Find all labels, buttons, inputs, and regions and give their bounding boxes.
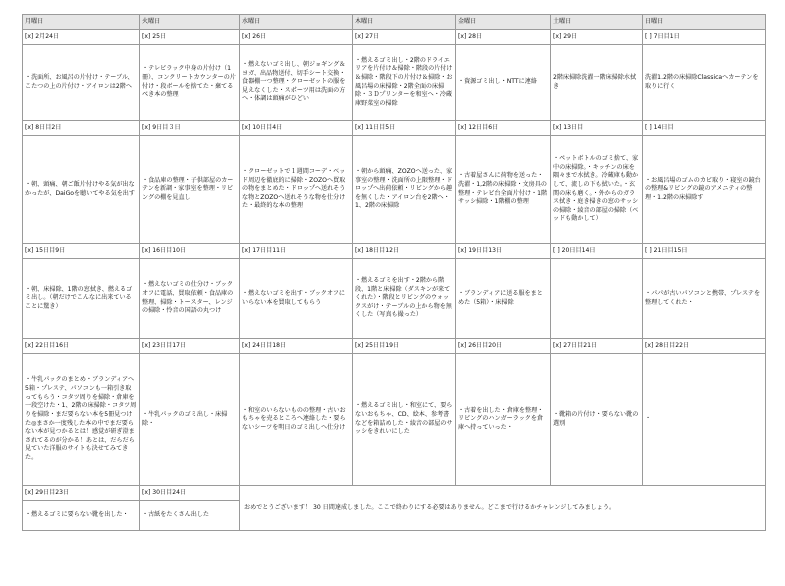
day-date-cell[interactable]: [x] 27日目21日: [551, 339, 643, 354]
day-date-cell[interactable]: [x] 18日目12日: [353, 244, 456, 259]
day-note-cell[interactable]: ・燃えないゴミの仕分け・ブックオフに電話、買取依頼・食品庫の整理、掃除・トースター、レンジの掃除・怜音の国語の丸つけ: [140, 259, 240, 339]
day-date-cell[interactable]: [x] 28日目22日: [643, 339, 766, 354]
day-note-cell[interactable]: ・牛乳パックのゴミ出し・床掃除・: [140, 354, 240, 486]
day-date-cell[interactable]: [x] 25日: [140, 30, 240, 45]
day-date-cell[interactable]: [x] 26日: [240, 30, 353, 45]
day-note-cell[interactable]: ・古着を出した・倉庫を整理・リビングのハンガーラックを倉庫へ持っていった・: [456, 354, 551, 486]
week-2-note-row: [23, 136, 766, 244]
day-note-cell[interactable]: 洗濯1.2階の床掃除Classicaへカーテンを取りに行く: [643, 45, 766, 121]
day-note-cell[interactable]: ・燃えるゴミ出し・和室にて、要らないおもちゃ、CD、絵本、参考書などを箱詰めした・綾音の部屋のサッシをきれいにした: [353, 354, 456, 486]
week-2-date-row: [23, 121, 766, 136]
day-date-cell[interactable]: [x] 11日目5日: [353, 121, 456, 136]
week-1-note-row: [23, 45, 766, 121]
day-date-cell[interactable]: [x] 28日: [456, 30, 551, 45]
day-date-cell[interactable]: [ ] 20日目14日: [551, 244, 643, 259]
day-note-cell[interactable]: [551, 259, 643, 339]
day-note-cell[interactable]: ・靴箱の片付け・要らない靴の選別: [551, 354, 643, 486]
day-note-cell[interactable]: ・食品庫の整理・子供部屋のカーテンを新調・家事室を整理・リビングの棚を見直し: [140, 136, 240, 244]
weekday-header: 水曜日: [240, 15, 353, 30]
day-date-cell[interactable]: [x] 26日目20日: [456, 339, 551, 354]
day-note-cell[interactable]: ・ペットボトルのゴミ捨て、家中の床掃除。・キッチンの床を隅々まで水拭き。冷蔵庫も動かして、流しの下も拭いた。・玄関の床も磨く。・外からのガラス拭き・庭き掃きの窓のサッシの掃除・綾音の部屋の掃除（ベッドも動かして）: [551, 136, 643, 244]
day-note-cell[interactable]: ・古紙をたくさん出した: [140, 501, 240, 531]
day-date-cell[interactable]: [x] 8日目2日: [23, 121, 140, 136]
week-4-date-row: [23, 339, 766, 354]
day-date-cell[interactable]: [x] 29日目23日: [23, 486, 140, 501]
weekday-header-row: [23, 15, 766, 30]
weekday-header: 火曜日: [140, 15, 240, 30]
day-date-cell[interactable]: [x] 24日目18日: [240, 339, 353, 354]
day-note-cell[interactable]: ・燃えるゴミに要らない靴を出した・: [23, 501, 140, 531]
week-3-note-row: [23, 259, 766, 339]
day-note-cell[interactable]: ・朝、床掃除、1階の窓拭き、燃えるゴミ出し。（朝だけでこんなに出来ていることに驚き）: [23, 259, 140, 339]
day-date-cell[interactable]: [x] 30日目24日: [140, 486, 240, 501]
day-date-cell[interactable]: [x] 9日目３日: [140, 121, 240, 136]
day-note-cell[interactable]: ・和室のいらないものの整理・古いおもちゃを売るところへ連絡した・要らないシーツを明日のゴミ出しへ仕分け: [240, 354, 353, 486]
week-1-date-row: [23, 30, 766, 45]
day-date-cell[interactable]: [x] 10日目4日: [240, 121, 353, 136]
day-date-cell[interactable]: [x] 16日目10日: [140, 244, 240, 259]
day-date-cell[interactable]: [x] 13日目: [551, 121, 643, 136]
day-note-cell[interactable]: ・朝から頭痛、ZOZOへ送った、家事室の整理・洗面所の上限整理・ドロップへ出荷依頼・リビングから趣を無くした・アイロン台を2階へ・1、2階の床掃除: [353, 136, 456, 244]
day-note-cell[interactable]: ・パパが古いパソコンと携帯、プレステを整理してくれた・: [643, 259, 766, 339]
day-date-cell[interactable]: [x] 15日目9日: [23, 244, 140, 259]
week-5-date-row: [23, 486, 766, 501]
weekday-header: 金曜日: [456, 15, 551, 30]
day-note-cell[interactable]: ・クローゼットで１週間コーデ・ベッド周辺を徹底的に掃除・ZOZOへ買取の物をまとめた・ドロップへ送れそうな物とZOZOへ送れそうな物を仕分けた・最終的な本の整理: [240, 136, 353, 244]
day-date-cell[interactable]: [ ] 7日目1日: [643, 30, 766, 45]
day-date-cell[interactable]: [x] 27日: [353, 30, 456, 45]
day-date-cell[interactable]: [x] 22日目16日: [23, 339, 140, 354]
day-note-cell[interactable]: ・テレビラック中身の片付け（1冊）、コンクリートカウンターの片付け・段ボールを捨てた・棄てるべき本の整理: [140, 45, 240, 121]
day-date-cell[interactable]: [x] 23日目17日: [140, 339, 240, 354]
day-date-cell[interactable]: [x] 29日: [551, 30, 643, 45]
week-4-note-row: [23, 354, 766, 486]
day-note-cell[interactable]: 2階床掃除洗濯一階床掃除水拭き: [551, 45, 643, 121]
weekday-header: 月曜日: [23, 15, 140, 30]
day-note-cell[interactable]: ・朝、頭痛、朝ご飯片付けやる気が出なかったが、DaiGoを聴いてやる気を出す: [23, 136, 140, 244]
day-note-cell[interactable]: ・: [643, 354, 766, 486]
day-date-cell[interactable]: [x] 12日目6日: [456, 121, 551, 136]
day-note-cell[interactable]: ・燃えないゴミを出す・ブックオフにいらない本を買取してもらう: [240, 259, 353, 339]
weekday-header: 木曜日: [353, 15, 456, 30]
day-note-cell[interactable]: ・洗面所、お風呂の片付け・テーブル、こたつの上の片付け・アイロンは2階へ: [23, 45, 140, 121]
day-date-cell[interactable]: [x] 2月24日: [23, 30, 140, 45]
day-note-cell[interactable]: ・資源ゴミ出し・NTTに連絡: [456, 45, 551, 121]
weekday-header: 日曜日: [643, 15, 766, 30]
week-3-date-row: [23, 244, 766, 259]
day-note-cell[interactable]: ・燃えないゴミ出し、朝ジョギング＆ヨガ、出品物送付、切手シート交換・食器棚一つ整理・クローゼットの服を見えなくした・スポーツ用は洗面の方へ・体調は頭痛がひどい: [240, 45, 353, 121]
challenge-calendar-table: [22, 14, 766, 531]
weekday-header: 土曜日: [551, 15, 643, 30]
completion-message: おめでとうございます！ 30 日間達成しました。ここで終わりにする必要はありません。どこまで行けるかチャレンジしてみましょう。: [240, 486, 766, 531]
day-note-cell[interactable]: ・お風呂場のゴムのカビ取り・寝室の鏡台の整理&リビングの鏡のアメニティの整理・1.2階の床掃除す: [643, 136, 766, 244]
day-date-cell[interactable]: [x] 17日目11日: [240, 244, 353, 259]
day-note-cell[interactable]: ・燃えるゴミ出し・2階のドライエリアを片付け＆掃除・階段の片付け＆掃除・階段下の片付け＆掃除・お風呂場の床掃除・2階全面の床掃除・３Ｄプリンターを和室へ・冷蔵庫野菜室の掃除: [353, 45, 456, 121]
day-note-cell[interactable]: ・牛乳パックのまとめ・ブランディアへ5箱・プレステ、パソコンも一箱引き取ってもらう・コタツ周りを掃除・倉庫を一段空けた・1、2階の床掃除・コタツ周りを掃除・まだ要らない本を5冊見つけた◎まさか一度残した本の中でまだ要らない本が見つかるとは！感覚が研ぎ澄まされてるのが分かる！あとは、だらだら見ていた洋服のサイトも決せてみてきた。: [23, 354, 140, 486]
day-date-cell[interactable]: [x] 25日目19日: [353, 339, 456, 354]
day-date-cell[interactable]: [x] 19日目13日: [456, 244, 551, 259]
day-date-cell[interactable]: [ ] 21日目15日: [643, 244, 766, 259]
day-note-cell[interactable]: ・ブランディアに送る服をまとめた（5箱）・床掃除: [456, 259, 551, 339]
day-note-cell[interactable]: ・古着屋さんに荷物を送った・洗濯・1,2階の床掃除・文房具の整理・テレビ台全面片付け・1階サッシ掃除・1階棚の整理: [456, 136, 551, 244]
day-date-cell[interactable]: [ ] 14日目: [643, 121, 766, 136]
day-note-cell[interactable]: ・燃えるゴミを出す・2階から階段、1階と床掃除（ダスキンが来てくれた）・階段とリビングのウォックスがけ・テーブルの上から物を無くした（写真も撮った）: [353, 259, 456, 339]
